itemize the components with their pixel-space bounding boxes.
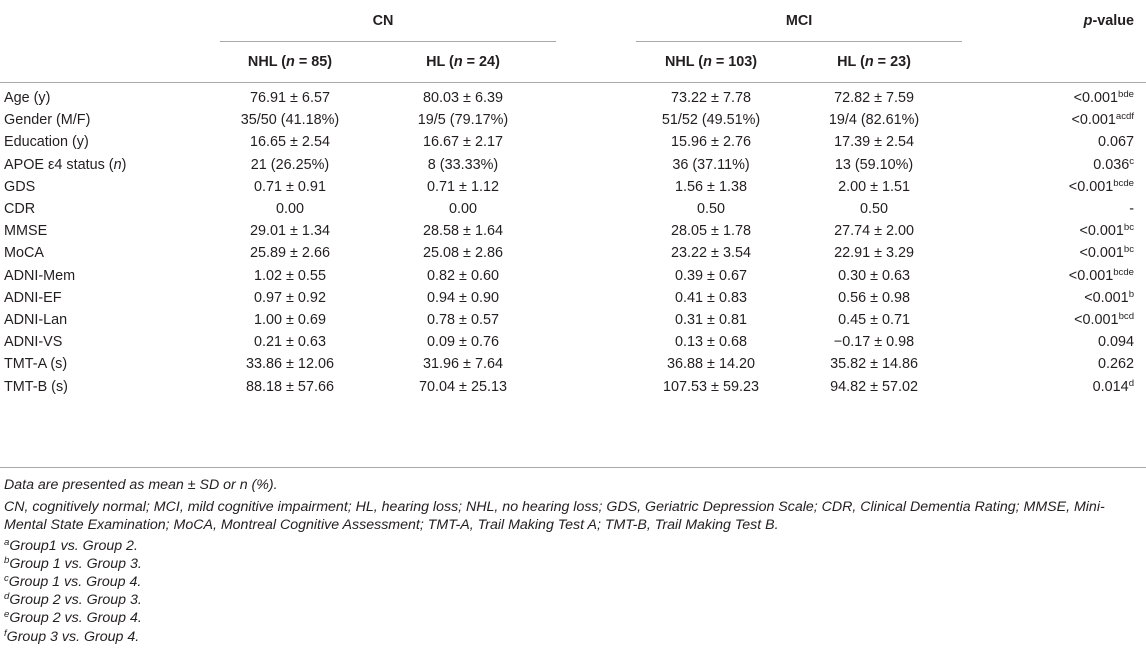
pvalue-header-rest: -value (1092, 13, 1135, 29)
subheader-mci-nhl: NHL (n = 103) (664, 54, 758, 70)
table-row (0, 375, 1146, 397)
row-label-text: Age (y) (4, 90, 51, 107)
data-presentation-note: Data are presented as mean ± SD or n (%). (4, 477, 278, 493)
spacer-cell (556, 309, 636, 331)
row-label-text: MMSE (4, 223, 48, 240)
row-label (0, 220, 210, 242)
row-label (0, 265, 210, 287)
table-row (0, 109, 1146, 131)
footnote-text: Group 3 vs. Group 4. (6, 628, 140, 645)
abbreviations-note: CN, cognitively normal; MCI, mild cognitive impairment; HL, hearing loss; NHL, no hearing loss; GDS, Geriatric Depression Scale; CDR, Clinical Dementia Rating; MMSE, Mini-Mental State Examination; MoCA, Montreal Cognitive Assessment; TMT-A, Trail Making Test A; TMT-B, Trail Making Test B. (4, 499, 1105, 534)
cell-mci-hl: 22.91 ± 3.29 (834, 245, 914, 262)
cell-cn-nhl: 35/50 (41.18%) (240, 112, 340, 129)
row-label (0, 353, 210, 375)
spacer-cell (556, 375, 636, 397)
cell-mci-nhl: 0.31 ± 0.81 (675, 311, 747, 328)
subheader-n-label: n (864, 54, 874, 70)
cell-mci-hl: 13 (59.10%) (834, 156, 914, 173)
row-label-end: ) (121, 156, 127, 173)
row-label (0, 154, 210, 176)
footnote-text: Group 1 vs. Group 3. (9, 555, 142, 572)
subheader-n-value: = 103 (711, 54, 753, 70)
subheader-name: HL (837, 54, 857, 70)
cell-cn-nhl: 0.97 ± 0.92 (254, 289, 326, 306)
row-label-text: MoCA (4, 245, 44, 262)
cell-pvalue (962, 331, 1146, 353)
subheader-mci-hl: HL (n = 23) (837, 54, 911, 70)
footnote-mark: a (4, 536, 10, 548)
cell-pvalue (962, 154, 1146, 176)
footnote-mark: e (4, 609, 10, 621)
table-row (0, 331, 1146, 353)
cell-cn-hl: 31.96 ± 7.64 (423, 356, 503, 373)
empty-header-cell (0, 0, 210, 42)
cell-mci-hl: 0.30 ± 0.63 (838, 267, 910, 284)
subheader-cn-nhl: NHL (n = 85) (247, 54, 333, 70)
footnote-mark: b (4, 554, 10, 566)
spacer-cell (556, 176, 636, 198)
pvalue-text: <0.001 (1068, 178, 1114, 195)
cell-pvalue (962, 220, 1146, 242)
cell-cn-nhl: 0.00 (275, 201, 304, 218)
pvalue-text: 0.014 (1092, 378, 1129, 395)
table-body (0, 83, 1146, 398)
cell-cn-nhl: 29.01 ± 1.34 (250, 223, 330, 240)
spacer-cell (556, 242, 636, 264)
row-label-text: ADNI-EF (4, 289, 62, 306)
pvalue-text: <0.001 (1079, 245, 1124, 262)
cell-cn-nhl: 16.65 ± 2.54 (250, 134, 330, 151)
pvalue-text: 0.067 (1098, 134, 1135, 151)
cell-pvalue (962, 198, 1146, 220)
footnote-b (4, 555, 1142, 573)
cell-mci-hl: −0.17 ± 0.98 (833, 334, 915, 351)
table-row (0, 287, 1146, 309)
cell-mci-nhl: 28.05 ± 1.78 (671, 223, 751, 240)
cell-cn-hl: 0.78 ± 0.57 (427, 311, 499, 328)
spacer-cell (556, 109, 636, 131)
row-label (0, 131, 210, 153)
cell-cn-hl: 70.04 ± 25.13 (419, 378, 507, 395)
spacer-subheader-cell (556, 42, 636, 83)
pvalue-superscript: b (1128, 288, 1135, 300)
table-row (0, 83, 1146, 110)
cell-mci-nhl: 15.96 ± 2.76 (671, 134, 751, 151)
cell-cn-nhl: 0.21 ± 0.63 (254, 334, 326, 351)
cell-pvalue (962, 353, 1146, 375)
cell-cn-nhl: 0.71 ± 0.91 (254, 178, 326, 195)
cell-mci-hl: 19/4 (82.61%) (828, 112, 920, 129)
pvalue-superscript: bc (1123, 244, 1135, 256)
cell-mci-hl: 94.82 ± 57.02 (830, 378, 918, 395)
spacer-cell (556, 265, 636, 287)
footnote-d (4, 591, 1142, 609)
subheader-n-value: = 23 (873, 54, 907, 70)
cell-pvalue (962, 265, 1146, 287)
subheader-n-label: n (286, 54, 295, 70)
empty-pvalue-subheader (962, 42, 1146, 83)
cell-cn-hl: 16.67 ± 2.17 (423, 134, 503, 151)
pvalue-superscript: bc (1123, 222, 1135, 234)
group-header-row (0, 0, 1146, 42)
row-label-text: ADNI-Mem (4, 267, 76, 284)
group-header-cn (210, 0, 556, 42)
cell-pvalue (962, 131, 1146, 153)
cell-mci-nhl: 0.13 ± 0.68 (675, 334, 747, 351)
row-label (0, 83, 210, 110)
cell-pvalue (962, 287, 1146, 309)
cell-cn-hl: 19/5 (79.17%) (417, 112, 509, 129)
row-label (0, 176, 210, 198)
footnote-text: Group 2 vs. Group 4. (9, 610, 142, 627)
cell-cn-nhl: 21 (26.25%) (250, 156, 330, 173)
cell-cn-nhl: 33.86 ± 12.06 (246, 356, 334, 373)
cell-mci-nhl: 36.88 ± 14.20 (667, 356, 755, 373)
cell-cn-hl: 0.09 ± 0.76 (427, 334, 499, 351)
cell-mci-nhl: 107.53 ± 59.23 (663, 378, 759, 395)
spacer-cell (556, 131, 636, 153)
spacer-cell (556, 287, 636, 309)
row-label-text: GDS (4, 178, 36, 195)
footnote-text: Group 1 vs. Group 4. (8, 574, 142, 591)
cell-mci-nhl: 0.41 ± 0.83 (675, 289, 747, 306)
group-label-cn: CN (372, 13, 394, 29)
table-row (0, 131, 1146, 153)
row-label (0, 109, 210, 131)
cell-cn-nhl: 76.91 ± 6.57 (210, 83, 370, 110)
subheader-n-label: n (453, 54, 463, 70)
subheader-cn-hl: HL (n = 24) (426, 54, 500, 70)
cell-pvalue (962, 375, 1146, 397)
subheader-n-value: = 85 (294, 54, 328, 70)
pvalue-superscript: acdf (1115, 111, 1135, 123)
table-row (0, 309, 1146, 331)
pvalue-superscript: c (1129, 155, 1135, 167)
pvalue-text: <0.001 (1073, 90, 1119, 107)
row-label (0, 331, 210, 353)
cell-cn-hl: 80.03 ± 6.39 (370, 83, 556, 110)
cell-pvalue (962, 109, 1146, 131)
spacer-cell (556, 154, 636, 176)
cell-pvalue (962, 83, 1146, 110)
footnote-a (4, 537, 1142, 555)
row-label-text: ADNI-Lan (4, 311, 68, 328)
footnote-c (4, 573, 1142, 591)
spacer-cell (556, 83, 636, 110)
pvalue-text: <0.001 (1079, 223, 1124, 240)
cell-mci-nhl: 36 (37.11%) (672, 156, 750, 173)
pvalue-superscript: d (1128, 377, 1135, 389)
cell-cn-hl: 0.82 ± 0.60 (427, 267, 499, 284)
spacer-cell (556, 220, 636, 242)
cell-cn-nhl: 1.02 ± 0.55 (254, 267, 326, 284)
pvalue-text: - (1129, 201, 1135, 218)
cell-cn-hl: 0.00 (449, 201, 478, 218)
table-row (0, 198, 1146, 220)
table-row (0, 176, 1146, 198)
group-label-mci: MCI (785, 13, 813, 29)
row-label-text: Gender (M/F) (4, 112, 91, 129)
pvalue-text: 0.036 (1093, 156, 1130, 173)
pvalue-text: 0.262 (1098, 356, 1135, 373)
cell-mci-nhl: 0.39 ± 0.67 (675, 267, 747, 284)
pvalue-superscript: bcd (1118, 310, 1135, 322)
row-label-text: CDR (4, 201, 36, 218)
cell-mci-hl: 72.82 ± 7.59 (786, 83, 962, 110)
spacer-cell (556, 331, 636, 353)
table-notes (4, 476, 1142, 646)
pvalue-text: <0.001 (1084, 289, 1129, 306)
row-label-text: ADNI-VS (4, 334, 63, 351)
row-label-text: Education (y) (4, 134, 89, 151)
cell-mci-hl: 17.39 ± 2.54 (834, 134, 914, 151)
cell-cn-hl: 28.58 ± 1.64 (423, 223, 503, 240)
cell-mci-hl: 0.50 (860, 201, 889, 218)
group-header-mci (636, 0, 962, 42)
table-row (0, 265, 1146, 287)
table-row (0, 154, 1146, 176)
cell-cn-hl: 8 (33.33%) (427, 156, 499, 173)
empty-subheader-cell (0, 42, 210, 83)
cell-mci-nhl: 23.22 ± 3.54 (671, 245, 751, 262)
footnote-mark: f (4, 627, 7, 639)
row-label (0, 198, 210, 220)
pvalue-superscript: bcde (1113, 266, 1135, 278)
spacer-header-cell (556, 0, 636, 42)
table-bottom-rule (0, 467, 1146, 468)
pvalue-header (962, 0, 1146, 42)
row-label (0, 287, 210, 309)
cell-cn-hl: 0.94 ± 0.90 (427, 289, 499, 306)
table-row (0, 220, 1146, 242)
cell-cn-hl: 25.08 ± 2.86 (423, 245, 503, 262)
subheader-n-value: = 24 (462, 54, 496, 70)
cell-mci-hl: 35.82 ± 14.86 (830, 356, 918, 373)
spacer-cell (556, 353, 636, 375)
cell-cn-hl: 0.71 ± 1.12 (427, 178, 499, 195)
subheader-n-label: n (703, 54, 712, 70)
pvalue-header-p: p (1083, 13, 1093, 29)
pvalue-text: 0.094 (1098, 334, 1135, 351)
cell-mci-hl: 27.74 ± 2.00 (834, 223, 914, 240)
footnote-list (4, 537, 1142, 646)
subheader-name: NHL (664, 54, 695, 70)
footnote-f (4, 628, 1142, 646)
cell-pvalue (962, 176, 1146, 198)
cell-pvalue (962, 309, 1146, 331)
cell-mci-nhl: 1.56 ± 1.38 (675, 178, 747, 195)
cell-mci-nhl: 73.22 ± 7.78 (636, 83, 786, 110)
footnote-text: Group1 vs. Group 2. (9, 537, 138, 554)
mci-group-underline (636, 41, 962, 42)
pvalue-text: <0.001 (1074, 311, 1119, 328)
table-row (0, 353, 1146, 375)
subheader-name: NHL (247, 54, 278, 70)
cell-pvalue (962, 242, 1146, 264)
pvalue-superscript: bde (1118, 89, 1135, 101)
cell-cn-nhl: 88.18 ± 57.66 (246, 378, 334, 395)
subheader-name: HL (426, 54, 446, 70)
pvalue-text: <0.001 (1068, 267, 1114, 284)
footnote-mark: d (4, 591, 10, 603)
pvalue-text: <0.001 (1071, 112, 1116, 129)
cell-mci-hl: 0.56 ± 0.98 (838, 289, 910, 306)
row-label (0, 242, 210, 264)
table-row (0, 242, 1146, 264)
cell-mci-hl: 2.00 ± 1.51 (838, 178, 910, 195)
cell-mci-nhl: 51/52 (49.51%) (661, 112, 761, 129)
row-label-italic: n (113, 156, 122, 173)
cell-cn-nhl: 25.89 ± 2.66 (250, 245, 330, 262)
row-label-text: TMT-A (s) (4, 356, 68, 373)
pvalue-superscript: bcde (1113, 177, 1135, 189)
footnote-text: Group 2 vs. Group 3. (9, 592, 142, 609)
cell-cn-nhl: 1.00 ± 0.69 (254, 311, 326, 328)
subgroup-header-row (0, 42, 1146, 83)
row-label (0, 309, 210, 331)
cell-mci-hl: 0.45 ± 0.71 (838, 311, 910, 328)
footnote-e (4, 609, 1142, 627)
spacer-cell (556, 198, 636, 220)
footnote-mark: c (4, 573, 9, 585)
cell-mci-nhl: 0.50 (697, 201, 726, 218)
cn-group-underline (220, 41, 556, 42)
row-label-text: TMT-B (s) (4, 378, 68, 395)
row-label-text: APOE ε4 status ( (4, 156, 114, 173)
row-label (0, 375, 210, 397)
